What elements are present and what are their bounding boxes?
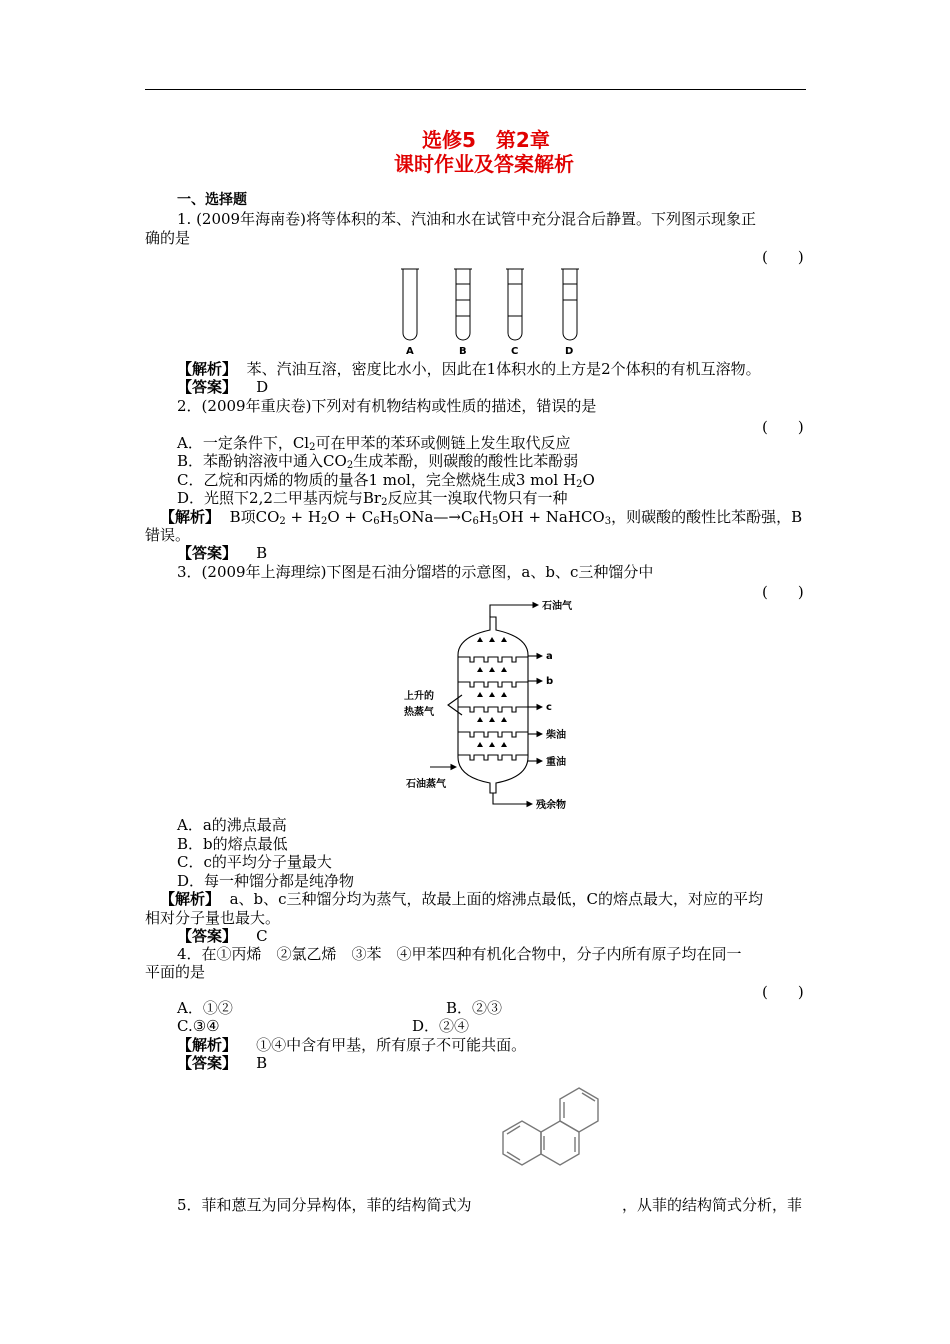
q2-answer-blank: ( ) xyxy=(762,418,804,436)
q4-answer-tag: 【答案】 xyxy=(177,1054,238,1072)
q3-option-c: C．c的平均分子量最大 xyxy=(177,853,332,871)
q2-option-d: D．光照下2,2二甲基丙烷与$Br_2$反应其一溴取代物只有一种 xyxy=(177,489,568,508)
q1-analysis xyxy=(177,360,761,378)
q2-answer xyxy=(177,544,267,562)
doc-title-line2: 课时作业及答案解析 xyxy=(394,152,574,176)
q2-text: 2．(2009年重庆卷)下列对有机物结构或性质的描述，错误的是 xyxy=(177,397,597,415)
q1-analysis-text: 苯、汽油互溶，密度比水小，因此在1体积水的上方是2个体积的有机互溶物。 xyxy=(246,360,761,378)
q5-text-cont: ，从菲的结构简式分析，菲 xyxy=(622,1196,803,1214)
tube-label-d: D xyxy=(565,346,574,357)
q2-analysis: 【解析】 B项$CO_2 + H_2O$ + $C_6H_5ONa—\to C_6H_5OH$ + NaHCO$_3$，则碳酸的酸性比苯酚强，B xyxy=(160,508,803,527)
q3-option-b: B．b的熔点最低 xyxy=(177,835,288,853)
tube-c xyxy=(506,269,524,340)
vapor-arrows xyxy=(477,637,507,747)
phenanthrene-structure xyxy=(492,1082,612,1202)
tube-label-c: C xyxy=(511,346,519,357)
q4-text: 4．在①丙烯 ②氯乙烯 ③苯 ④甲苯四种有机化合物中，分子内所有原子均在同一 xyxy=(177,945,742,963)
tube-b xyxy=(454,269,472,340)
label-b: b xyxy=(546,676,554,687)
q4-option-c: C.③④ xyxy=(177,1017,220,1035)
label-heavy-oil: 重油 xyxy=(546,757,566,768)
section-heading: 一、选择题 xyxy=(177,192,247,208)
q3-text: 3．(2009年上海理综)下图是石油分馏塔的示意图，a、b、c三种馏分中 xyxy=(177,563,654,581)
tube-d xyxy=(561,269,579,340)
label-diesel: 柴油 xyxy=(546,730,566,741)
q3-answer-tag: 【答案】 xyxy=(177,927,238,945)
q4-answer-blank: ( ) xyxy=(762,983,804,1001)
q2-analysis-cont: 错误。 xyxy=(145,526,191,544)
q2-option-a: A．一定条件下，$Cl_2$可在甲苯的苯环或侧链上发生取代反应 xyxy=(177,434,571,453)
q4-analysis xyxy=(177,1036,526,1054)
q1-analysis-tag: 【解析】 xyxy=(177,360,238,378)
tube-a xyxy=(401,269,419,340)
q1-answer xyxy=(177,378,268,396)
distillation-tower-figure xyxy=(400,597,610,815)
q3-answer-blank: ( ) xyxy=(762,583,804,601)
label-feed: 石油蒸气 xyxy=(406,779,446,790)
q3-analysis-text: a、b、c三种馏分均为蒸气，故最上面的熔沸点最低，C的熔点最大，对应的平均 xyxy=(229,890,763,908)
label-rising-1: 上升的 xyxy=(404,691,434,702)
q1-answer-tag: 【答案】 xyxy=(177,378,238,396)
q4-analysis-tag: 【解析】 xyxy=(177,1036,238,1054)
label-a: a xyxy=(546,651,553,662)
q4-option-b: B．②③ xyxy=(446,999,503,1017)
q3-analysis xyxy=(160,890,763,908)
q1-text: 1. (2009年海南卷)将等体积的苯、汽油和水在试管中充分混合后静置。下列图示现象正 xyxy=(177,210,756,228)
q2-option-b: B．苯酚钠溶液中通入$CO_2$生成苯酚，则碳酸的酸性比苯酚弱 xyxy=(177,452,579,471)
doc-title-line1: 选修5 第2章 xyxy=(422,128,550,152)
q4-analysis-text: ①④中含有甲基，所有原子不可能共面。 xyxy=(256,1036,527,1054)
q3-analysis-cont: 相对分子量也最大。 xyxy=(145,909,281,927)
q1-answer-blank: ( ) xyxy=(762,248,804,266)
q2-analysis-tag: 【解析】 xyxy=(160,508,221,526)
q1-answer-value: D xyxy=(256,378,269,396)
test-tubes-figure xyxy=(390,262,590,362)
q3-analysis-tag: 【解析】 xyxy=(160,890,221,908)
q5-text: 5．菲和蒽互为同分异构体，菲的结构简式为 xyxy=(177,1196,472,1214)
q4-answer xyxy=(177,1054,267,1072)
q3-answer-value: C xyxy=(256,927,268,945)
q1-text-cont: 确的是 xyxy=(145,229,191,247)
q4-option-a: A．①② xyxy=(177,999,233,1017)
label-c: c xyxy=(546,702,552,713)
tower-shell xyxy=(458,617,528,793)
label-rising-2: 热蒸气 xyxy=(404,707,434,718)
label-residue: 残余物 xyxy=(536,800,566,811)
tube-label-b: B xyxy=(459,346,467,357)
q4-option-d: D．②④ xyxy=(412,1017,470,1035)
q3-option-d: D．每一种馏分都是纯净物 xyxy=(177,872,355,890)
q2-answer-tag: 【答案】 xyxy=(177,544,238,562)
header-rule xyxy=(145,89,806,90)
tube-label-a: A xyxy=(406,346,414,357)
label-petroleum-gas: 石油气 xyxy=(542,601,572,612)
q3-answer xyxy=(177,927,268,945)
q2-answer-value: B xyxy=(256,544,268,562)
q4-text-cont: 平面的是 xyxy=(145,963,206,981)
q3-option-a: A．a的沸点最高 xyxy=(177,816,287,834)
q2-option-c: C．乙烷和丙烯的物质的量各1 mol，完全燃烧生成3 mol $H_2O$ xyxy=(177,471,595,490)
q4-answer-value: B xyxy=(256,1054,268,1072)
